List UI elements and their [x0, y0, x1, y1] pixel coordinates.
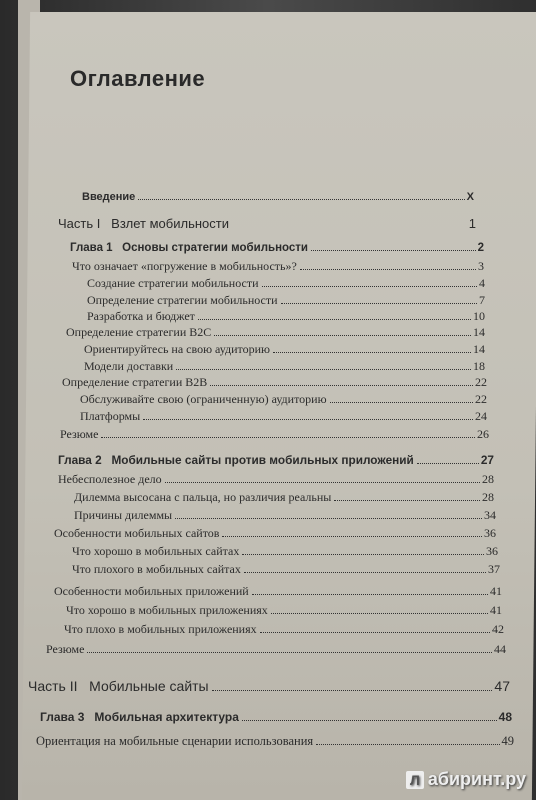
toc-leader — [271, 613, 488, 614]
toc-leader — [330, 402, 473, 403]
toc-entry-page: 47 — [494, 678, 510, 694]
toc-entry — [87, 309, 485, 324]
toc-entry-page: 4 — [479, 276, 485, 290]
toc-entry-title: Часть I Взлет мобильности — [58, 216, 229, 231]
toc-entry-title: Небесполезное дело — [58, 472, 162, 486]
toc-entry-title: Глава 1 Основы стратегии мобильности — [70, 242, 308, 254]
toc-entry-title: Модели доставки — [84, 359, 174, 373]
toc-entry — [64, 622, 504, 637]
toc-entry — [54, 526, 496, 541]
toc-entry-page: 7 — [479, 293, 485, 307]
toc-entry — [84, 342, 485, 357]
toc-entry — [87, 293, 485, 308]
toc-entry-page: 26 — [477, 427, 489, 441]
toc-leader — [300, 269, 476, 270]
toc-entry-page: 28 — [482, 472, 494, 486]
toc-entry-title: Определение стратегии B2B — [62, 375, 208, 389]
toc-leader — [262, 286, 478, 287]
toc-entry-chapter-3 — [40, 710, 512, 724]
toc-entry-title: Глава 2 Мобильные сайты против мобильных приложений — [58, 453, 414, 467]
toc-entry — [36, 734, 514, 749]
toc-entry — [84, 359, 485, 374]
toc-entry-page: 18 — [473, 359, 485, 373]
toc-entry-title: Платформы — [80, 409, 141, 423]
toc-leader — [176, 369, 471, 370]
toc-entry-introduction — [82, 191, 474, 203]
toc-entry-title: Особенности мобильных сайтов — [54, 526, 220, 540]
toc-leader — [175, 518, 482, 519]
toc-entry-title: Резюме — [60, 427, 99, 441]
toc-entry-title: Резюме — [46, 642, 85, 656]
toc-leader — [242, 720, 497, 721]
toc-entry-title: Причины дилеммы — [74, 508, 173, 522]
toc-entry — [54, 584, 502, 599]
toc-leader — [165, 482, 480, 483]
toc-entry-title: Обслуживайте свою (ограниченную) аудиторию — [80, 392, 327, 406]
toc-leader — [222, 536, 482, 537]
toc-leader — [198, 319, 471, 320]
toc-entry-page: 36 — [484, 526, 496, 540]
toc-leader — [252, 594, 488, 595]
toc-entry-page: 1 — [468, 216, 476, 231]
toc-leader — [244, 572, 486, 573]
toc-entry-page: 44 — [494, 642, 506, 656]
toc-entry — [66, 603, 502, 618]
toc-entry-page: 34 — [484, 508, 496, 522]
toc-entry-page: 49 — [501, 734, 514, 748]
toc-entry-part-1 — [58, 216, 476, 231]
toc-entry-page: 36 — [486, 544, 498, 558]
toc-entry-page: 2 — [477, 242, 484, 254]
toc-entry-chapter-2 — [58, 453, 494, 467]
toc-entry-title: Что означает «погружение в мобильность»? — [72, 259, 297, 273]
toc-entry — [87, 276, 485, 291]
toc-entry-page: 22 — [475, 375, 487, 389]
toc-leader — [311, 250, 476, 251]
toc-entry — [74, 490, 494, 505]
toc-leader — [316, 744, 499, 745]
toc-entry — [80, 409, 487, 424]
toc-entry-title: Ориентируйтесь на свою аудиторию — [84, 342, 271, 356]
toc-entry-page: X — [466, 191, 474, 203]
toc-entry — [72, 544, 498, 559]
toc-entry — [74, 508, 496, 523]
toc-entry-title: Определение стратегии B2C — [66, 325, 212, 339]
toc-entry — [66, 325, 485, 340]
toc-entry-title: Что плохого в мобильных сайтах — [72, 562, 241, 576]
toc-leader — [87, 652, 492, 653]
toc-entry-page: 22 — [475, 392, 487, 406]
toc-entry-page: 41 — [490, 584, 502, 598]
toc-leader — [273, 352, 471, 353]
toc-leader — [143, 419, 473, 420]
toc-entry-title: Разработка и бюджет — [87, 309, 195, 323]
watermark-text: абиринт.ру — [427, 769, 526, 789]
toc-entry — [80, 392, 487, 407]
toc-entry-title: Глава 3 Мобильная архитектура — [40, 710, 239, 724]
labirint-logo-icon: Л — [406, 771, 424, 789]
toc-entry — [58, 472, 494, 487]
toc-leader — [260, 632, 490, 633]
toc-leader — [242, 554, 484, 555]
toc-entry-page: 14 — [473, 325, 485, 339]
toc-entry-title: Определение стратегии мобильности — [87, 293, 278, 307]
toc-entry-page: 28 — [482, 490, 494, 504]
toc-entry-chapter-1 — [70, 242, 484, 254]
toc-entry-page: 42 — [492, 622, 504, 636]
toc-entry-page: 27 — [480, 453, 494, 467]
toc-leader — [212, 690, 493, 691]
toc-entry — [72, 259, 484, 274]
toc-leader — [138, 199, 464, 200]
labirint-watermark — [406, 769, 526, 790]
toc-entry-title: Создание стратегии мобильности — [87, 276, 259, 290]
toc-entry — [62, 375, 487, 390]
toc-entry-page: 10 — [473, 309, 485, 323]
toc-leader — [210, 385, 473, 386]
toc-entry — [46, 642, 506, 657]
toc-leader — [101, 437, 475, 438]
toc-leader — [281, 303, 477, 304]
toc-leader — [417, 463, 479, 464]
toc-entry-title: Особенности мобильных приложений — [54, 584, 249, 598]
toc-entry-page: 41 — [490, 603, 502, 617]
toc-entry-title: Дилемма высосана с пальца, но различия реальны — [74, 490, 332, 504]
toc-entry-page: 24 — [475, 409, 487, 423]
toc-entry-page: 14 — [473, 342, 485, 356]
toc-entry — [60, 427, 489, 442]
toc-entry-page: 37 — [488, 562, 500, 576]
toc-entry-title: Что плохо в мобильных приложениях — [64, 622, 257, 636]
toc-entry-title: Ориентация на мобильные сценарии использования — [36, 734, 314, 748]
page-title: Оглавление — [70, 66, 206, 91]
toc-entry-page: 48 — [498, 710, 512, 724]
toc-entry-title: Часть II Мобильные сайты — [28, 678, 209, 694]
toc-leader — [334, 500, 480, 501]
toc-entry-title: Что хорошо в мобильных приложениях — [66, 603, 268, 617]
toc-entry-part-2 — [28, 678, 510, 694]
toc-entry-title: Что хорошо в мобильных сайтах — [72, 544, 240, 558]
toc-entry-title: Введение — [82, 191, 136, 203]
toc-entry-page: 3 — [478, 259, 484, 273]
toc-entry — [72, 562, 500, 577]
toc-leader — [214, 335, 471, 336]
